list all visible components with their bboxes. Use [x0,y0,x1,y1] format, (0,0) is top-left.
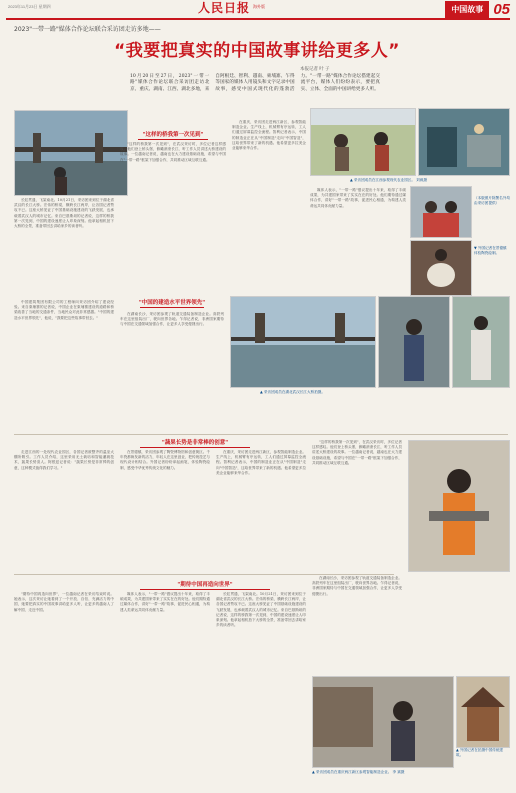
section-divider [14,574,394,575]
photo-team [410,186,472,238]
photo-factory [418,108,510,176]
subhead-rule [138,139,208,140]
paragraph: 长虹贯通，飞架南北。10月21日，采访团来到位于湖北省武汉的长江大桥。宏伟的桥梁，横跨长江两岸，让各国记者赞叹不已。这座大桥见证了中国基础设施建设的飞跃发展，也承载着武汉人的城市记忆。来自巴基斯坦的记者说，这样的桥我第一次见到，中国的建设速度让人印象深刻。他拿起相机拍下大桥的全景，准备带回去讲给家乡的读者听。 [14,198,114,229]
architecture-photo-image [457,677,509,747]
photo-caption: ▲ 采访团成员在江西参观现代农业园区。 刘威摄 [350,178,427,182]
paragraph: "这样的桥我第一次见到"，在武汉采访时，多位记者这样感叹。他们登上桥头堡，俯瞰滚滚长江，听工作人员讲述大桥建设的故事。一位越南记者说，越南也在大力建设基础设施，希望与中国在"一带一路"框架下加强合作，共同推动区域互联互通。 [312,440,402,465]
subhead-text: "蔬果长势是非常棒的创意" [161,440,229,446]
paragraph: 在湖南长沙，采访团参观了轨道交通装备制造企业。高铁列车在这里组装出厂，驶向世界各地。乍得记者说，非洲国家期待与中国在交通领域加强合作，让更多人享受便捷出行。 [120,312,224,327]
bridge-wide-photo-image [231,297,375,387]
paragraph: 中国建筑集团有限公司的工程师向采访团介绍了建设经验。来自柬埔寨的记者说，中国企业在柬埔寨建设的道路和桥梁改善了当地的交通条件，当地民众对此非常感激。"中国的建造水平世界领先"，他说，"我要把这些故事带回去。" [14,300,114,320]
article-column [14,450,114,570]
section-name: 中国故事 [445,1,489,18]
paragraph: 在景德镇，采访团参观了陶瓷博物馆和创意街区。千年瓷都焕发新的活力，年轻人在这里创业，把传统技艺与现代设计相结合。外国记者纷纷拿起画笔，体验陶瓷绘制，感受中华优秀传统文化的魅力。 [120,450,210,470]
masthead [198,0,265,14]
subhead-rule [140,447,250,448]
section-bar [408,0,516,18]
paragraph: 走进江西的一处现代农业园区，各国记者被整齐的温室大棚所吸引。工作人员介绍，这里采用无土栽培和智能灌溉技术，蔬果长势喜人。阿根廷记者说："蔬果长势是非常棒的创意，这种模式值得我们学习。" [14,450,114,470]
date-line: 2023年11月23日 星期四 [8,4,51,9]
paragraph: 媒体人表示，"一带一路"倡议提出十年来，取得了丰硕成果，为共建国家带来了实实在在的好处。他们期待通过媒体合作，讲好"一带一路"故事，促进民心相通，为构建人类命运共同体贡献力量。 [120,592,210,612]
headline: “我要把真实的中国故事讲给更多人” [114,41,400,61]
lab-photo-image [453,297,509,387]
paragraph: 长虹贯通，飞架南北。10月21日，采访团来到位于湖北省武汉的长江大桥。宏伟的桥梁，横跨长江两岸，让各国记者赞叹不已。这座大桥见证了中国基础设施建设的飞跃发展，也承载着武汉人的城市记忆。来自巴基斯坦的记者说，这样的桥我第一次见到，中国的建设速度让人印象深刻。他拿起相机拍下大桥的全景，准备带回去讲给家乡的读者听。 [216,592,306,628]
photo-tech [408,440,510,572]
article-column [216,450,306,570]
photo-caption: ▼ 外国记者在景德镇体验陶瓷绘制。 [474,246,507,255]
photo-caption: ▲ 外国记者在拍摄中国传统建筑。 [456,748,504,757]
subhead-text: "这样的桥我第一次见到" [142,132,204,138]
byline: 本报记者 叶 子 [300,66,330,71]
ceramic-photo-image [411,241,471,295]
tech-photo-image [409,441,509,571]
paragraph: "这样的桥我第一次见到"，在武汉采访时，多位记者这样感叹。他们登上桥头堡，俯瞰滚滚长江，听工作人员讲述大桥建设的故事。一位越南记者说，越南也在大力建设基础设施，希望与中国在"一带一路"框架下加强合作，共同推动区域互联互通。 [120,142,226,162]
photo-lab [452,296,510,388]
article-column [310,188,406,294]
article-column [14,198,114,294]
factory-photo-image [419,109,509,175]
photo-caption: ▲ 采访团成员在湖北武汉长江大桥拍摄。 [260,390,325,394]
paragraph: 在重庆，采访团走进两江新区，参观智能制造企业。生产线上，机械臂有序运转，工人们通过屏幕监控全流程。智利记者表示，中国的制造业正在从"中国制造"走向"中国智造"，这给世界带来了新的机遇。他希望更多拉美企业能够来华合作。 [232,120,306,151]
article-column [216,592,306,782]
top-rule [6,18,510,20]
bridge-photo-image [15,111,127,195]
masthead-edition: 海外版 [253,4,266,9]
rail-photo-image [379,297,449,387]
section-divider [14,434,508,435]
photo-bridge [14,110,128,196]
subhead-text: "期待中国再造向世界" [177,582,233,588]
photo-caption: ▲ 采访团成员在重庆两江新区参观智能制造企业。 李 斌摄 [312,770,405,774]
team-photo-image [411,187,471,237]
lead-paragraph: 10月20日至27日，2023"一带一路"媒体合作论坛联合采访团走访北京、重庆、湖南、江西、湖北多地，来自阿根廷、智利、越南、柬埔寨、乍得等国家的媒体人用镜头和文字记录中国故事，感受中国式现代化的蓬勃活力。"一带一路"媒体合作论坛搭建起交流平台，媒体人们纷纷表示，要把真实、立体、全面的中国讲给更多人听。 [130,74,380,92]
subhead-rule [140,307,204,308]
article-column [14,300,114,430]
article-column [312,440,402,570]
subhead [120,580,290,591]
photo-farm [310,108,416,176]
photo-street [312,676,454,768]
kicker: 2023"一带一路"媒体合作论坛联合采访团走访多地—— [14,26,161,33]
article-column [120,312,224,430]
subhead [120,438,270,449]
article-column [120,142,226,294]
photo-architecture [456,676,510,748]
article-column [120,450,210,570]
farm-photo-image [311,109,415,175]
subhead-rule [140,589,270,590]
article-column [120,592,210,782]
photo-ceramic [410,240,472,296]
paragraph: 在重庆，采访团走进两江新区，参观智能制造企业。生产线上，机械臂有序运转，工人们通过屏幕监控全流程。智利记者表示，中国的制造业正在从"中国制造"走向"中国智造"，这给世界带来了新的机遇。他希望更多拉美企业能够来华合作。 [216,450,306,475]
subhead [120,298,224,309]
paragraph: 在湖南长沙，采访团参观了轨道交通装备制造企业。高铁列车在这里组装出厂，驶向世界各地。乍得记者说，非洲国家期待与中国在交通领域加强合作，让更多人享受便捷出行。 [312,576,402,596]
masthead-title: 人民日报 [198,0,251,15]
street-photo-image [313,677,453,767]
page-number: 05 [493,0,510,18]
article-column [232,120,306,294]
paragraph: "期待中国再造向世界"，一位越南记者在采访结束时说。她表示，这次采访让她看到了一个开放、自信、充满活力的中国，她要把真实的中国故事讲给更多人听，让更多的越南人了解中国、走近中国。 [14,592,114,612]
article-column [312,576,402,676]
photo-rail [378,296,450,388]
article-column [14,592,114,782]
photo-caption: （本版照片除署名外均由采访团提供） [474,196,510,205]
subhead-text: "中国的建造水平世界领先" [138,300,206,306]
subhead [118,130,228,141]
photo-bridge-wide [230,296,376,388]
paragraph: 媒体人表示，"一带一路"倡议提出十年来，取得了丰硕成果，为共建国家带来了实实在在的好处。他们期待通过媒体合作，讲好"一带一路"故事，促进民心相通，为构建人类命运共同体贡献力量。 [310,188,406,208]
